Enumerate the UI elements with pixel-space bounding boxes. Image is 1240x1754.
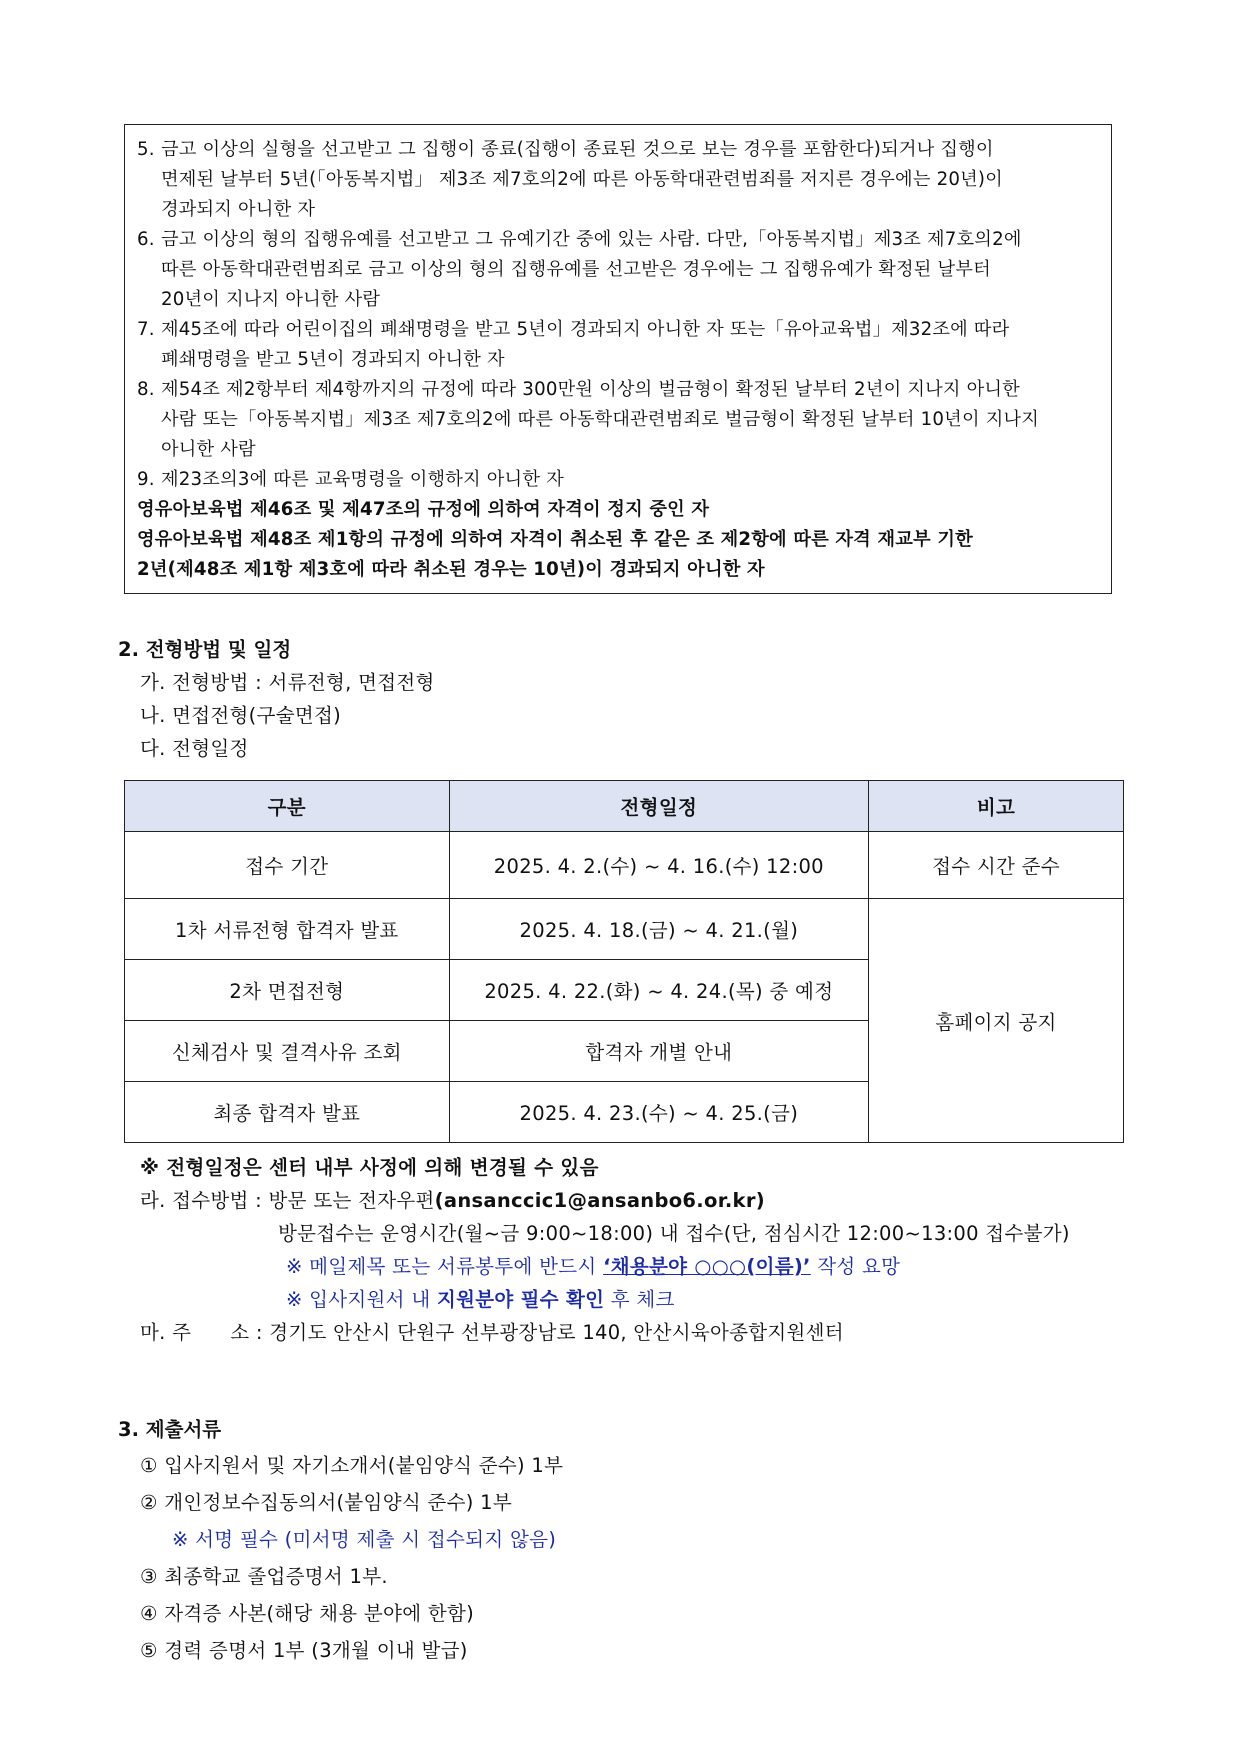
item-number: 8. — [137, 379, 155, 400]
list-item — [137, 225, 1099, 315]
text-line: 20년이 지나지 아니한 사람 — [161, 289, 381, 310]
column-header: 비고 — [869, 781, 1124, 832]
text-line: 면제된 날부터 5년(「아동복지법」 제3조 제7호의2에 따른 아동학대관련범죄를 저지른 경우에는 20년)이 — [161, 169, 1003, 190]
text-line: 제45조에 따라 어린이집의 폐쇄명령을 받고 5년이 경과되지 아니한 자 또는「유아교육법」제32조에 따라 — [161, 319, 1010, 340]
bold-clause: 영유아보육법 제48조 제1항의 규정에 의하여 자격이 취소된 후 같은 조 제2항에 따른 자격 재교부 기한 — [137, 529, 973, 550]
text-line: 금고 이상의 실형을 선고받고 그 집행이 종료(집행이 종료된 것으로 보는 경우를 포함한다)되거나 집행이 — [161, 139, 994, 160]
date-cell: 2025. 4. 2.(수) ~ 4. 16.(수) 12:00 — [449, 832, 868, 899]
item-text — [161, 225, 1099, 315]
list-item: ④ 자격증 사본(해당 채용 분야에 한함) — [140, 1602, 475, 1625]
schedule-table — [124, 780, 1124, 1143]
text-line: 제54조 제2항부터 제4항까지의 규정에 따라 300만원 이상의 벌금형이 확정된 날부터 2년이 지나지 아니한 — [161, 379, 1020, 400]
section-title: 3. 제출서류 — [118, 1418, 222, 1441]
date-cell: 합격자 개별 안내 — [449, 1021, 868, 1082]
signature-note: ※ 서명 필수 (미서명 제출 시 접수되지 않음) — [172, 1528, 557, 1551]
item-text — [161, 465, 1099, 495]
field-check-note — [286, 1284, 675, 1312]
note-text: 후 체크 — [604, 1288, 675, 1311]
date-cell: 2025. 4. 18.(금) ~ 4. 21.(월) — [449, 899, 868, 960]
item-number: 5. — [137, 139, 155, 160]
list-item — [137, 135, 1099, 225]
stage-cell: 신체검사 및 결격사유 조회 — [125, 1021, 450, 1082]
item-number: 7. — [137, 319, 155, 340]
stage-cell: 1차 서류전형 합격자 발표 — [125, 899, 450, 960]
address-line: 마. 주 소 : 경기도 안산시 단원구 선부광장남로 140, 안산시육아종합지원센터 — [140, 1321, 844, 1344]
item-text — [161, 375, 1099, 465]
email-address[interactable]: (ansanccic1@ansanbo6.or.kr) — [434, 1189, 765, 1212]
text-line: 경과되지 아니한 자 — [161, 199, 316, 220]
stage-cell: 최종 합격자 발표 — [125, 1082, 450, 1143]
mail-subject-note — [286, 1251, 900, 1279]
method-line: 가. 전형방법 : 서류전형, 면접전형 — [140, 671, 435, 694]
note-text: ※ 입사지원서 내 — [286, 1288, 437, 1311]
note-text: 작성 요망 — [810, 1255, 901, 1278]
column-header: 전형일정 — [449, 781, 868, 832]
note-emphasis: ‘채용분야 ○○○(이름)’ — [603, 1255, 811, 1278]
note-emphasis: 지원분야 필수 확인 — [436, 1288, 605, 1311]
column-header: 구분 — [125, 781, 450, 832]
schedule-notice: ※ 전형일정은 센터 내부 사정에 의해 변경될 수 있음 — [140, 1156, 599, 1179]
text-line: 아니한 사람 — [161, 439, 256, 460]
text-line: 사람 또는「아동복지법」제3조 제7호의2에 따른 아동학대관련범죄로 벌금형이 확정된 날부터 10년이 지나지 — [161, 409, 1039, 430]
stage-cell: 2차 면접전형 — [125, 960, 450, 1021]
disqualification-box — [124, 124, 1112, 594]
note-cell: 접수 시간 준수 — [869, 832, 1124, 899]
item-number: 9. — [137, 469, 155, 490]
list-item: ② 개인정보수집동의서(붙임양식 준수) 1부 — [140, 1491, 512, 1514]
item-number: 6. — [137, 229, 155, 250]
section-title: 2. 전형방법 및 일정 — [118, 638, 292, 661]
list-item: ③ 최종학교 졸업증명서 1부. — [140, 1565, 388, 1588]
apply-method-line — [140, 1185, 765, 1213]
stage-cell: 접수 기간 — [125, 832, 450, 899]
text-line: 금고 이상의 형의 집행유예를 선고받고 그 유예기간 중에 있는 사람. 다만,「아동복지법」제3조 제7호의2에 — [161, 229, 1022, 250]
text-line: 따른 아동학대관련범죄로 금고 이상의 형의 집행유예를 선고받은 경우에는 그 집행유예가 확정된 날부터 — [161, 259, 991, 280]
apply-method-text: 라. 접수방법 : 방문 또는 전자우편 — [140, 1189, 435, 1212]
bold-clause: 영유아보육법 제46조 및 제47조의 규정에 의하여 자격이 정지 중인 자 — [137, 499, 710, 520]
note-cell: 홈페이지 공지 — [869, 899, 1124, 1143]
date-cell: 2025. 4. 23.(수) ~ 4. 25.(금) — [449, 1082, 868, 1143]
table-header-row — [125, 781, 1124, 832]
item-text — [161, 135, 1099, 225]
interview-line: 나. 면접전형(구술면접) — [140, 704, 342, 727]
list-item — [137, 315, 1099, 375]
bold-clause: 2년(제48조 제1항 제3호에 따라 취소된 경우는 10년)이 경과되지 아니한 자 — [137, 559, 765, 580]
table-row — [125, 832, 1124, 899]
list-item — [137, 465, 1099, 495]
list-item: ① 입사지원서 및 자기소개서(붙임양식 준수) 1부 — [140, 1454, 564, 1477]
note-text: ※ 메일제목 또는 서류봉투에 반드시 — [286, 1255, 604, 1278]
schedule-label: 다. 전형일정 — [140, 737, 249, 760]
list-item — [137, 375, 1099, 465]
list-item: ⑤ 경력 증명서 1부 (3개월 이내 발급) — [140, 1639, 468, 1662]
text-line: 제23조의3에 따른 교육명령을 이행하지 아니한 자 — [161, 469, 564, 490]
text-line: 폐쇄명령을 받고 5년이 경과되지 아니한 자 — [161, 349, 505, 370]
date-cell: 2025. 4. 22.(화) ~ 4. 24.(목) 중 예정 — [449, 960, 868, 1021]
item-text — [161, 315, 1099, 375]
visit-hours-line: 방문접수는 운영시간(월~금 9:00~18:00) 내 접수(단, 점심시간 12:00~13:00 접수불가) — [278, 1222, 1070, 1245]
table-row — [125, 899, 1124, 960]
